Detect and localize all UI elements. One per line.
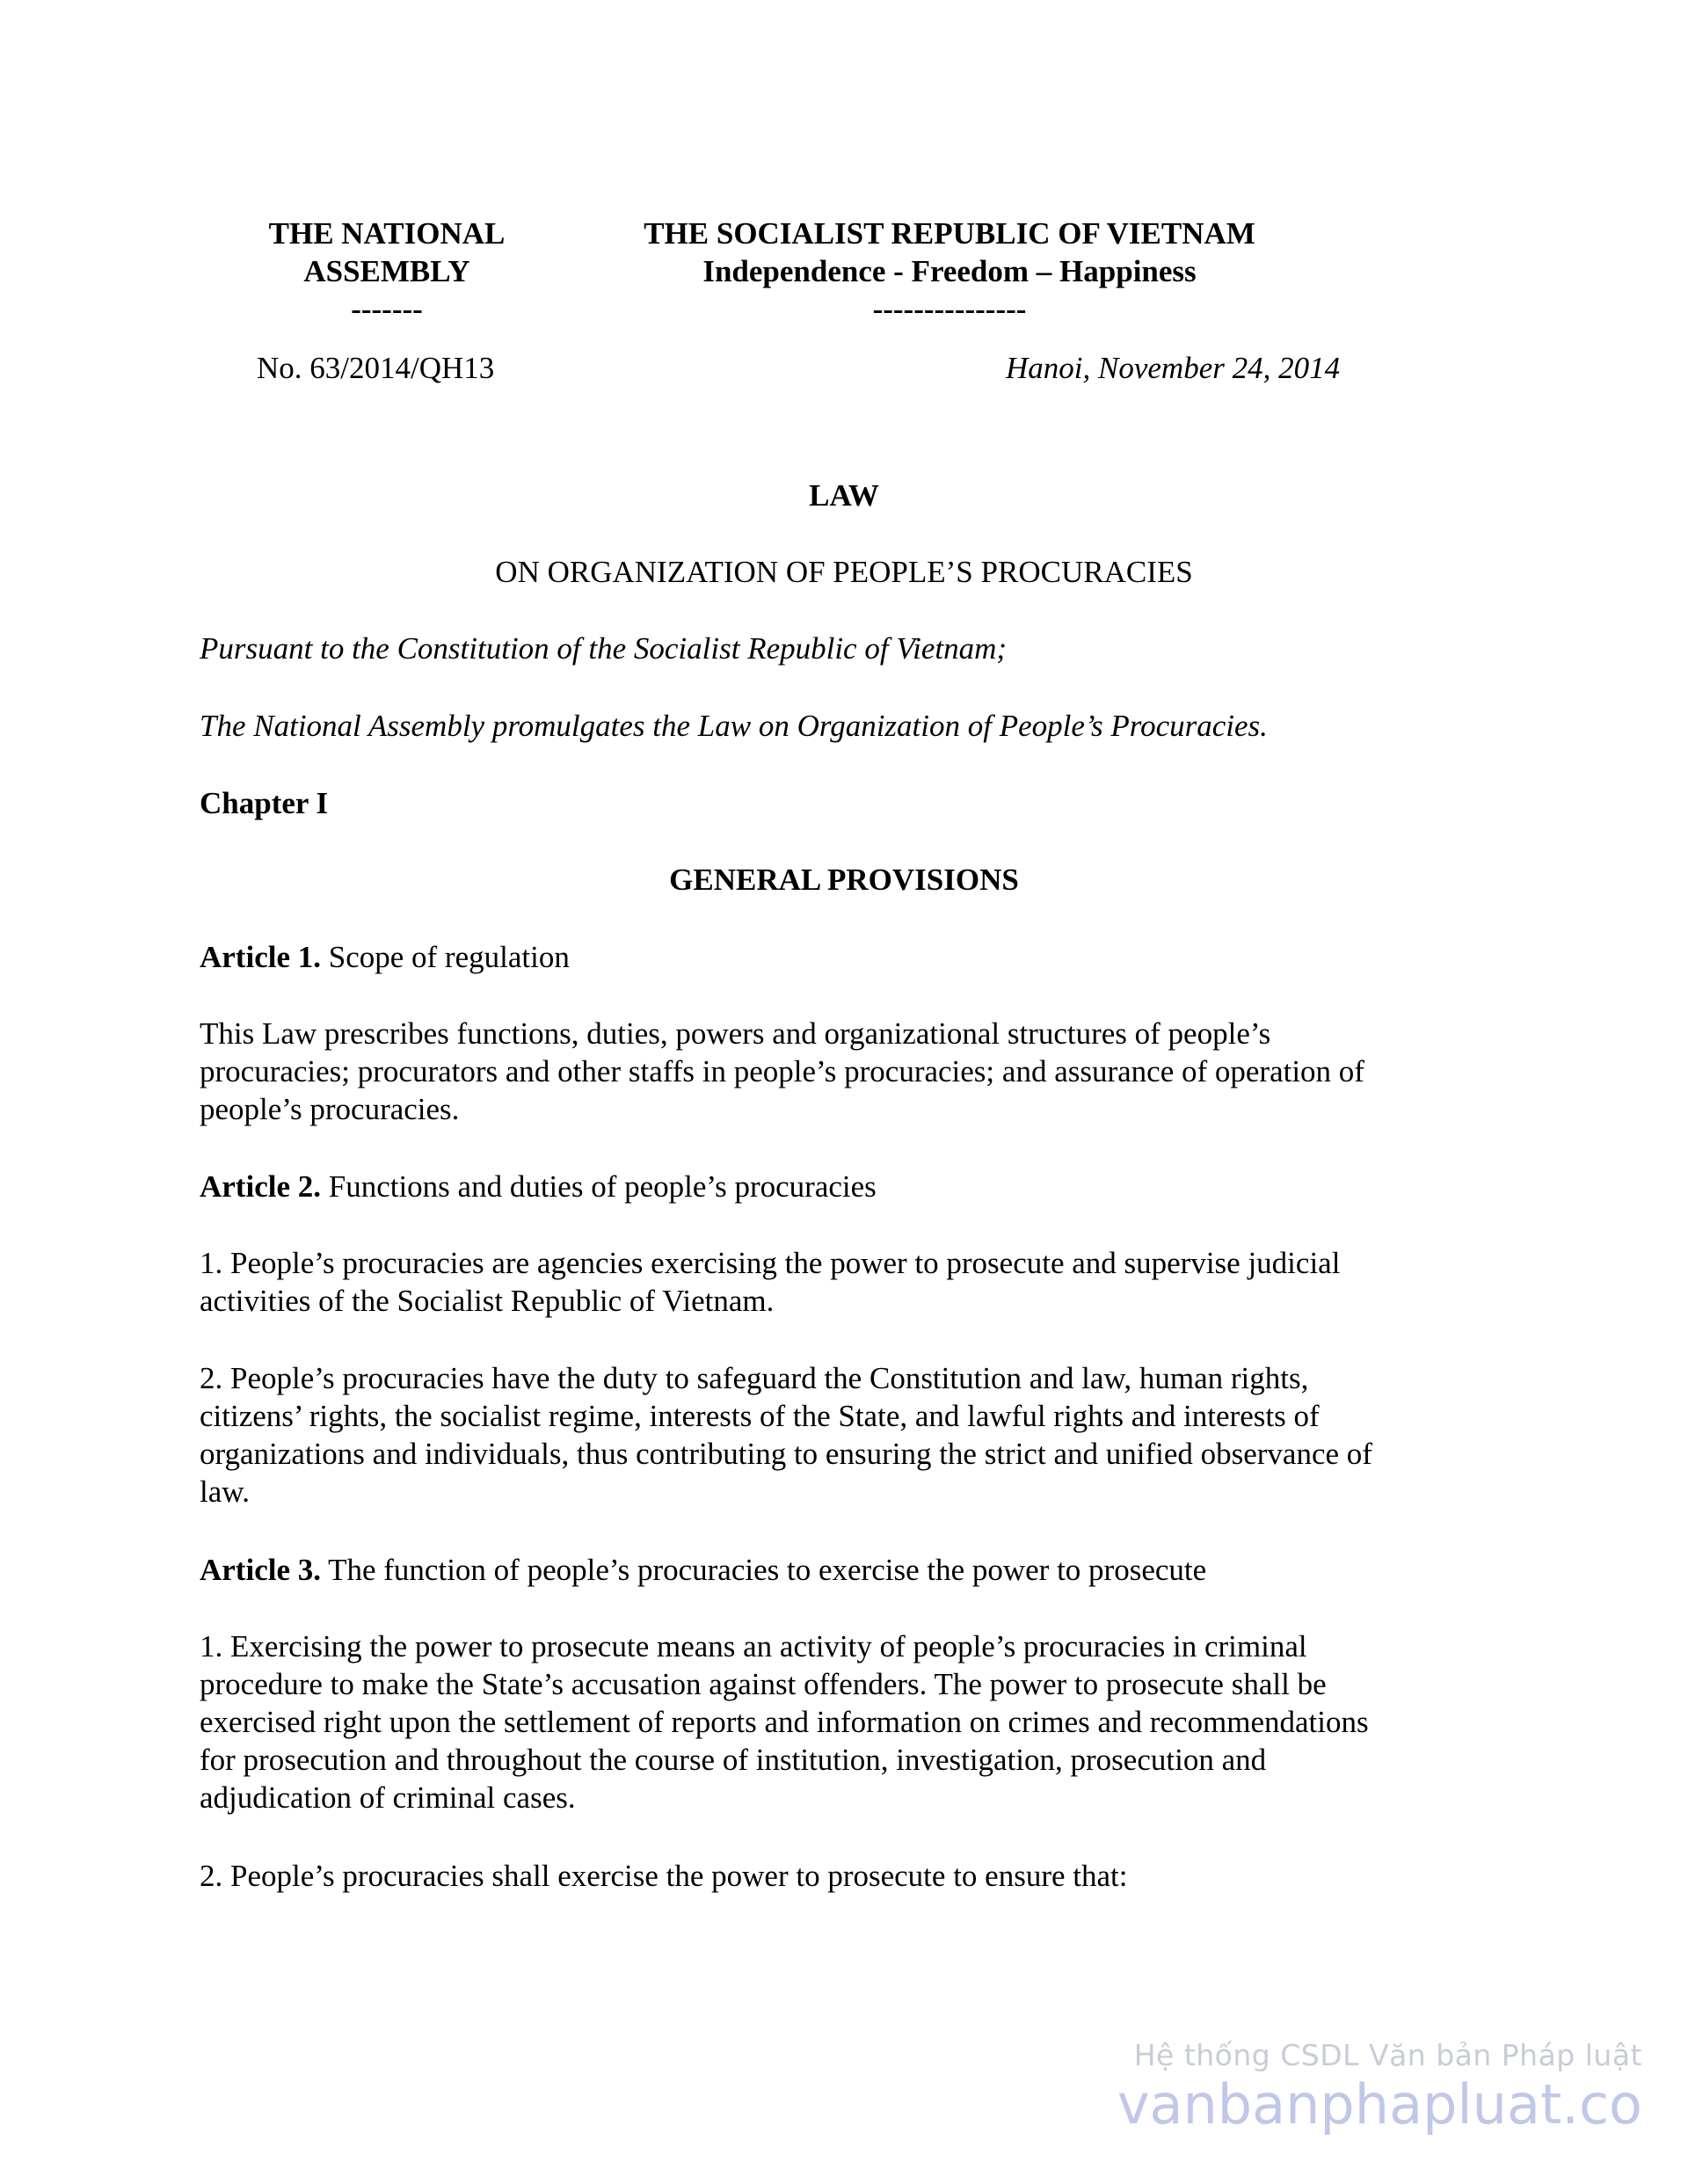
article-paragraph — [200, 1857, 1501, 1895]
paragraph-line: This Law prescribes functions, duties, powers and organizational structures of people’s — [200, 1016, 1271, 1051]
paragraph-line: activities of the Socialist Republic of Vietnam. — [200, 1284, 775, 1318]
article-heading — [200, 938, 1501, 976]
document-subtitle: ON ORGANIZATION OF PEOPLE’S PROCURACIES — [495, 555, 1193, 589]
chapter-label: Chapter I — [200, 786, 329, 820]
article-paragraph — [200, 1244, 1501, 1320]
paragraph-line: exercised right upon the settlement of reports and information on crimes and recommendations — [200, 1705, 1369, 1739]
issuer-block — [211, 215, 563, 328]
national-motto: Independence - Freedom – Happiness — [702, 254, 1197, 288]
article-title: Functions and duties of people’s procuracies — [328, 1169, 877, 1204]
paragraph-line: 2. People’s procuracies shall exercise the power to prosecute to ensure that: — [200, 1859, 1128, 1893]
article-label: Article 1. — [200, 940, 321, 974]
watermark-domain: vanbanphapluat.co — [1117, 2072, 1642, 2137]
paragraph-line: organizations and individuals, thus contributing to ensuring the strict and unified observance of — [200, 1437, 1372, 1471]
paragraph-line: citizens’ rights, the socialist regime, interests of the State, and lawful rights and interests of — [200, 1399, 1320, 1433]
paragraph-line: 1. People’s procuracies are agencies exercising the power to prosecute and supervise judicial — [200, 1246, 1341, 1280]
article-title: Scope of regulation — [328, 940, 570, 974]
preamble-pursuant: Pursuant to the Constitution of the Socialist Republic of Vietnam; — [200, 631, 1008, 666]
paragraph-line: for prosecution and throughout the course of institution, investigation, prosecution and — [200, 1743, 1267, 1777]
article-paragraph — [200, 1627, 1501, 1816]
watermark-caption: Hệ thống CSDL Văn bản Pháp luật — [1133, 2038, 1642, 2072]
paragraph-line: adjudication of criminal cases. — [200, 1780, 576, 1815]
paragraph-line: 1. Exercising the power to prosecute means an activity of people’s procuracies in criminal — [200, 1629, 1307, 1663]
document-title: LAW — [809, 478, 879, 513]
article-label: Article 3. — [200, 1553, 321, 1587]
document-date: Hanoi, November 24, 2014 — [1006, 351, 1341, 385]
issuer-name-line1: THE NATIONAL — [268, 216, 506, 251]
chapter-title: GENERAL PROVISIONS — [669, 863, 1019, 897]
issuer-name-line2: ASSEMBLY — [303, 254, 470, 288]
motto-divider: --------------- — [872, 292, 1027, 326]
paragraph-line: 2. People’s procuracies have the duty to safeguard the Constitution and law, human rights, — [200, 1361, 1309, 1395]
preamble-promulgates: The National Assembly promulgates the Law on Organization of People’s Procuracies. — [200, 709, 1268, 743]
national-motto-block — [598, 215, 1301, 328]
article-heading — [200, 1551, 1501, 1589]
issuer-divider: ------- — [351, 292, 423, 326]
article-title: The function of people’s procuracies to exercise the power to prosecute — [328, 1553, 1207, 1587]
document-number: No. 63/2014/QH13 — [257, 351, 495, 385]
paragraph-line: people’s procuracies. — [200, 1092, 460, 1126]
country-name: THE SOCIALIST REPUBLIC OF VIETNAM — [644, 216, 1255, 251]
site-watermark — [1117, 2038, 1642, 2137]
article-heading — [200, 1168, 1501, 1205]
article-paragraph — [200, 1359, 1501, 1511]
paragraph-line: law. — [200, 1474, 251, 1509]
article-label: Article 2. — [200, 1169, 321, 1204]
paragraph-line: procuracies; procurators and other staffs in people’s procuracies; and assurance of operation of — [200, 1054, 1364, 1088]
paragraph-line: procedure to make the State’s accusation against offenders. The power to prosecute shall be — [200, 1667, 1327, 1701]
article-paragraph — [200, 1015, 1501, 1128]
